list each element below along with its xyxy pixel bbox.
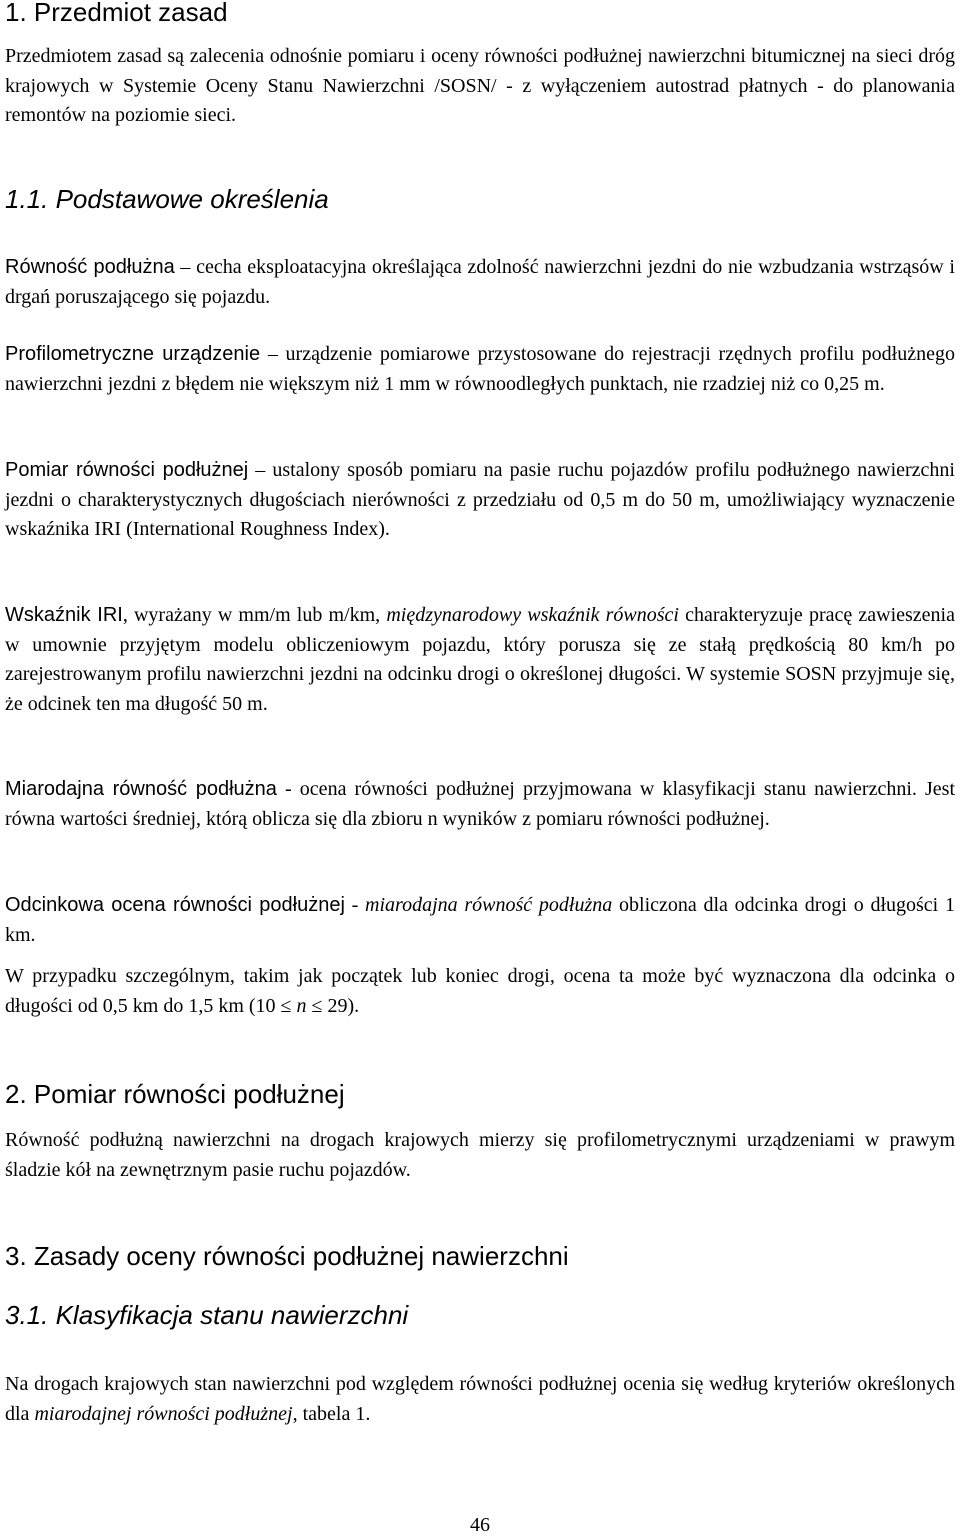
definition-text: – cecha eksploatacyjna określająca zdolność nawierzchni jezdni do nie wzbudzania wstrząsów i drgań poruszającego się pojazdu. [5, 256, 955, 308]
definition-text: - [344, 894, 366, 916]
page-number: 46 [470, 1514, 490, 1536]
special-case-paragraph [5, 962, 955, 1021]
variable-n: n [291, 994, 312, 1017]
definition-term: Wskaźnik IRI [5, 604, 123, 626]
definition-term: Miarodajna równość podłużna [5, 778, 277, 800]
definition-text: obliczona dla odcinka drogi o długości 1 km. [5, 894, 955, 946]
section-3-1-body [5, 1370, 955, 1429]
definition-term: Profilometryczne urządzenie [5, 343, 261, 365]
section-1-1-title: 1.1. Podstawowe określenia [5, 184, 329, 214]
definition-odcinkowa-ocena [5, 891, 955, 950]
section-2-body: Równość podłużną nawierzchni na drogach krajowych mierzy się profilometrycznymi urządzeniami w prawym śladzie kół na zewnętrznym pasie ruchu pojazdów. [5, 1129, 955, 1181]
definition-text-italic: międzynarodowy wskaźnik równości [386, 604, 679, 626]
definition-term: Odcinkowa ocena równości podłużnej [5, 894, 345, 916]
section-2-title: 2. Pomiar równości podłużnej [5, 1079, 345, 1109]
definition-text: - ocena równości podłużnej przyjmowana w klasyfikacji stanu nawierzchni. Jest równa wartości średniej, którą oblicza się dla zbioru n wyników z pomiaru równości podłużnej. [5, 778, 956, 830]
paragraph-text: W przypadku szczególnym, takim jak początek lub koniec drogi, ocena ta może być wyznaczona dla odcinka o długości od 0,5 km do 1,5 km (10 [5, 965, 955, 1017]
definition-rownosc-podluzna [5, 253, 955, 312]
section-1-title: 1. Przedmiot zasad [5, 0, 228, 27]
definition-miarodajna-rownosc [5, 775, 955, 834]
definition-text: charakteryzuje pracę zawieszenia w umownie przyjętym modelu obliczeniowym pojazdu, który porusza się ze stałą prędkością 80 km/h po zarejestrowanym profilu nawierzchni jezdni na odcinku drogi o określonej długości. W systemie SOSN przyjmuje się, że odcinek ten ma długość 50 m. [5, 604, 955, 715]
definition-wskaznik-iri [5, 601, 955, 719]
paragraph-text: 29). [322, 994, 360, 1017]
definition-term: Pomiar równości podłużnej [5, 459, 249, 481]
definition-text: , wyrażany w mm/m lub m/km, [122, 604, 387, 626]
paragraph-text: Na drogach krajowych stan nawierzchni pod względem równości podłużnej ocenia się według kryteriów określonych dla [5, 1373, 955, 1425]
definition-pomiar-rownosci [5, 456, 955, 545]
section-1-body: Przedmiotem zasad są zalecenia odnośnie pomiaru i oceny równości podłużnej nawierzchni bitumicznej na sieci dróg krajowych w Systemie Oceny Stanu Nawierzchni /SOSN/ - z wyłączeniem autostrad płatnych - do planowania remontów na poziomie sieci. [5, 45, 955, 126]
paragraph-text: , tabela 1. [292, 1402, 371, 1425]
definition-text-italic: miarodajna równość podłużna [365, 894, 613, 916]
definition-text: – ustalony sposób pomiaru na pasie ruchu pojazdów profilu podłużnego nawierzchni jezdni o charakterystycznych długościach nierówności z przedziału od 0,5 m do 50 m, umożliwiający wyznaczenie wskaźnika IRI (International Roughness Index). [5, 459, 955, 540]
less-equal-symbol: ≤ [280, 994, 292, 1017]
definition-text: – urządzenie pomiarowe przystosowane do rejestracji rzędnych profilu podłużnego nawierzchni jezdni z błędem nie większym niż 1 mm w równoodległych punktach, nie rzadziej niż co 0,25 m. [5, 343, 955, 395]
paragraph-text-italic: miarodajnej równości podłużnej [34, 1402, 293, 1425]
definition-profilometryczne-urzadzenie [5, 340, 955, 399]
definition-term: Równość podłużna [5, 256, 175, 278]
less-equal-symbol: ≤ [311, 994, 323, 1017]
section-3-title: 3. Zasady oceny równości podłużnej nawierzchni [5, 1241, 569, 1271]
section-3-1-title: 3.1. Klasyfikacja stanu nawierzchni [5, 1300, 409, 1330]
